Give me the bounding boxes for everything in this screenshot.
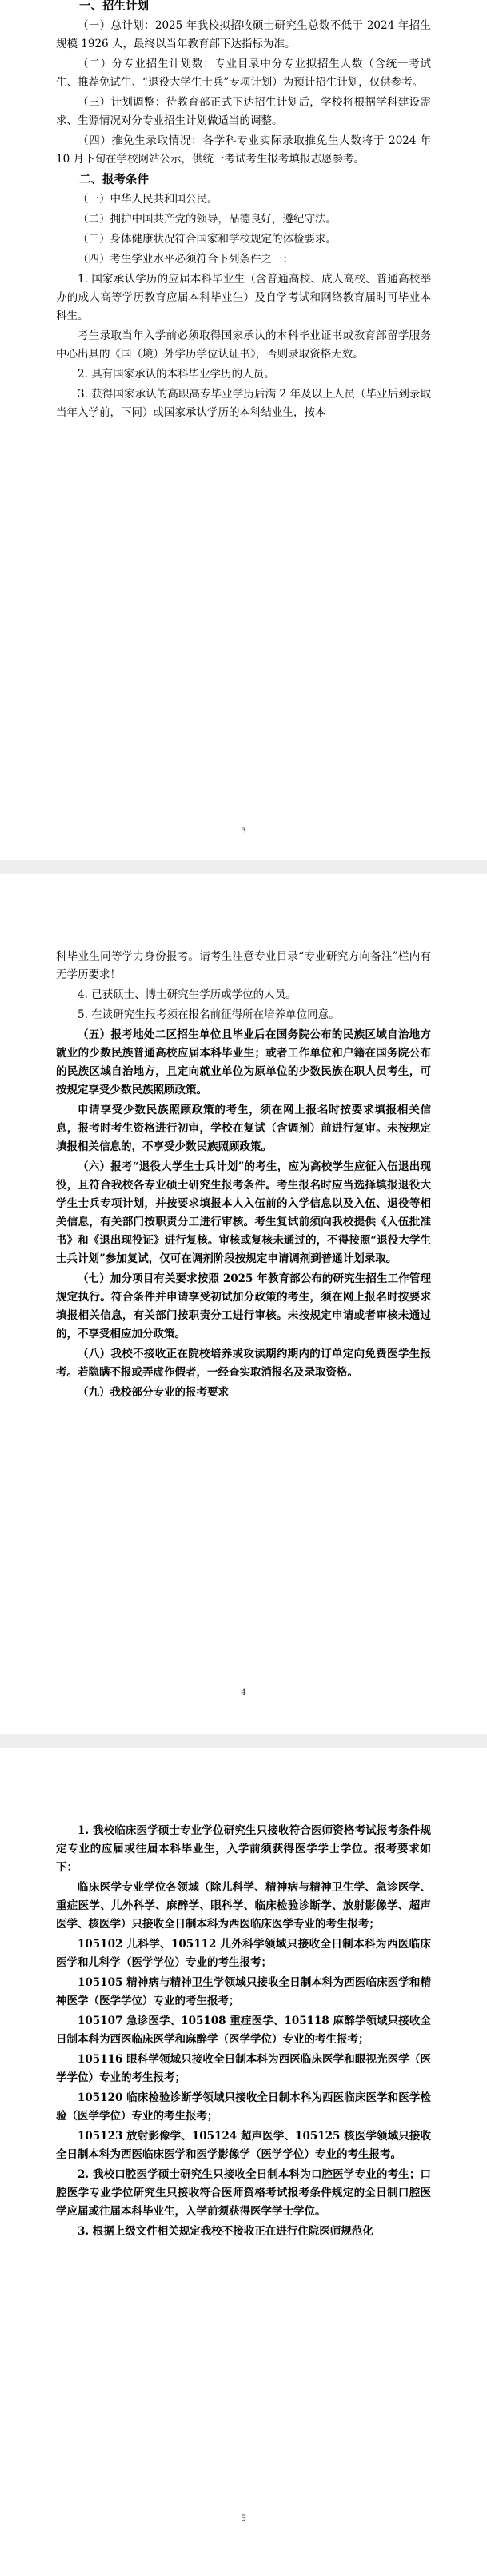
paragraph: （三）身体健康状况符合国家和学校规定的体检要求。 [78, 233, 337, 246]
paragraph: （四）考生学业水平必须符合下列条件之一： [78, 253, 293, 266]
page-number: 4 [241, 1688, 246, 1697]
paragraph: （二）分专业招生计划数：专业目录中分专业拟招生人数（含统一考试生、推荐免试生、“退役大学生士兵”专项计划）为预计招生计划，仅供参考。 [56, 58, 431, 89]
page-3-body [56, 1822, 431, 2241]
paragraph: （二）拥护中国共产党的领导，品德良好，遵纪守法。 [78, 213, 337, 226]
paragraph: （一）中华人民共和国公民。 [78, 193, 218, 206]
page-number: 5 [241, 2514, 246, 2523]
paragraph: 105123 放射影像学、105124 超声医学、105125 核医学领域只接收全日制本科为西医临床医学和医学影像学（医学学位）专业的考生报考。 [56, 2130, 431, 2161]
paragraph: 105116 眼科学领域只接收全日制本科为西医临床医学和眼视光医学（医学学位）专业的考生报考； [56, 2053, 431, 2084]
paragraph: （四）推免生录取情况：各学科专业实际录取推免生人数将于 2024 年 10 月下旬在学校网站公示，供统一考试考生报考填报志愿参考。 [56, 134, 431, 166]
paragraph: 105102 儿科学、105112 儿外科学领域只接收全日制本科为西医临床医学和儿科学（医学学位）专业的考生报考； [56, 1938, 431, 1969]
paragraph: 105120 临床检验诊断学领域只接收全日制本科为西医临床医学和医学检验（医学学位）专业的考生报考； [56, 2091, 431, 2123]
paragraph: 申请享受少数民族照顾政策的考生，须在网上报名时按要求填报相关信息，报考时考生资格进行初审，学校在复试（含调剂）前进行复审。未按规定填报相关信息的，不享受少数民族照顾政策。 [56, 1104, 431, 1153]
document-page-1 [0, 0, 487, 860]
page-number: 3 [241, 827, 246, 836]
paragraph: 考生录取当年入学前必须取得国家承认的本科毕业证书或教育部留学服务中心出具的《国（境）外学历学位认证书》，否则录取资格无效。 [56, 329, 431, 361]
document-page-3 [0, 1748, 487, 2576]
paragraph: （五）报考地处二区招生单位且毕业后在国务院公布的民族区域自治地方就业的少数民族普通高校应届本科毕业生；或者工作单位和户籍在国务院公布的民族区域自治地方，且定向就业单位为原单位的少数民族在职人员考生，可按规定享受少数民族照顾政策。 [56, 1028, 431, 1096]
paragraph: （九）我校部分专业的报考要求 [78, 1386, 229, 1399]
page-1-body [56, 0, 431, 422]
paragraph: 5. 在读研究生报考须在报名前征得所在培养单位同意。 [78, 1008, 340, 1021]
paragraph: 1. 国家承认学历的应届本科毕业生（含普通高校、成人高校、普通高校举办的成人高等学历教育应届本科毕业生）及自学考试和网络教育届时可毕业本科生。 [56, 273, 431, 322]
paragraph: 105105 精神病与精神卫生学领域只接收全日制本科为西医临床医学和精神医学（医学学位）专业的考生报考； [56, 1976, 431, 2007]
paragraph: 105107 急诊医学、105108 重症医学、105118 麻醉学领域只接收全日制本科为西医临床医学和麻醉学（医学学位）专业的考生报考； [56, 2015, 431, 2046]
paragraph: 3. 根据上级文件相关规定我校不接收正在进行住院医师规范化 [78, 2225, 373, 2238]
document-page-2 [0, 874, 487, 1734]
section-heading: 一、招生计划 [79, 0, 149, 13]
paragraph: 4. 已获硕士、博士研究生学历或学位的人员。 [78, 988, 297, 1001]
paragraph: （七）加分项目有关要求按照 2025 年教育部公布的研究生招生工作管理规定执行。符合条件并申请享受初试加分政策的考生，须在网上报名时按要求填报相关信息，有关部门按职责分工进行审核。未按规定申请或者审核未通过的，不享受相应加分政策。 [56, 1272, 431, 1340]
section-heading: 二、报考条件 [79, 173, 149, 186]
paragraph: （一）总计划：2025 年我校拟招收硕士研究生总数不低于 2024 年招生规模 1926 人，最终以当年教育部下达指标为准。 [56, 19, 431, 50]
paragraph: （八）我校不接收正在院校培养或攻读期约期内的订单定向免费医学生报考。若隐瞒不报或弄虚作假者，一经查实取消报名及录取资格。 [56, 1348, 431, 1379]
paragraph: 临床医学专业学位各领域（除儿科学、精神病与精神卫生学、急诊医学、重症医学、儿外科学、麻醉学、眼科学、临床检验诊断学、放射影像学、超声医学、核医学）只接收全日制本科为西医临床医学专业的考生报考； [56, 1881, 431, 1931]
paragraph: 1. 我校临床医学硕士专业学位研究生只接收符合医师资格考试报考条件规定专业的应届或往届本科毕业生，入学前须获得医学学士学位。报考要求如下： [56, 1824, 431, 1874]
paragraph: （三）计划调整：待教育部正式下达招生计划后，学校将根据学科建设需求、生源情况对分专业招生计划做适当的调整。 [56, 96, 431, 127]
paragraph: 2. 具有国家承认的本科毕业学历的人员。 [78, 368, 275, 381]
paragraph: 3. 获得国家承认的高职高专毕业学历后满 2 年及以上人员（毕业后到录取当年入学前，下同）或国家承认学历的本科结业生，按本 [56, 388, 431, 419]
paragraph: （六）报考“退役大学生士兵计划”的考生，应为高校学生应征入伍退出现役，且符合我校各专业硕士研究生报考条件。考生报名时应当选择填报退役大学生士兵专项计划，并按要求填报本人入伍前的入学信息以及入伍、退役等相关信息，有关部门按职责分工进行审核。考生复试前须向我校提供《入伍批准书》和《退出现役证》进行复核。审核或复核未通过的，不得按照“退役大学生士兵计划”参加复试，仅可在调剂阶段按规定申请调剂到普通计划录取。 [56, 1160, 431, 1265]
paragraph: 科毕业生同等学力身份报考。请考生注意专业目录“专业研究方向备注”栏内有无学历要求！ [56, 950, 431, 981]
paragraph: 2. 我校口腔医学硕士研究生只接收全日制本科为口腔医学专业的考生；口腔医学专业学位研究生只接收符合医师资格考试报考条件规定的全日制口腔医学应届或往届本科毕业生，入学前须获得医学学士学位。 [56, 2168, 431, 2218]
page-2-body [56, 948, 431, 1402]
